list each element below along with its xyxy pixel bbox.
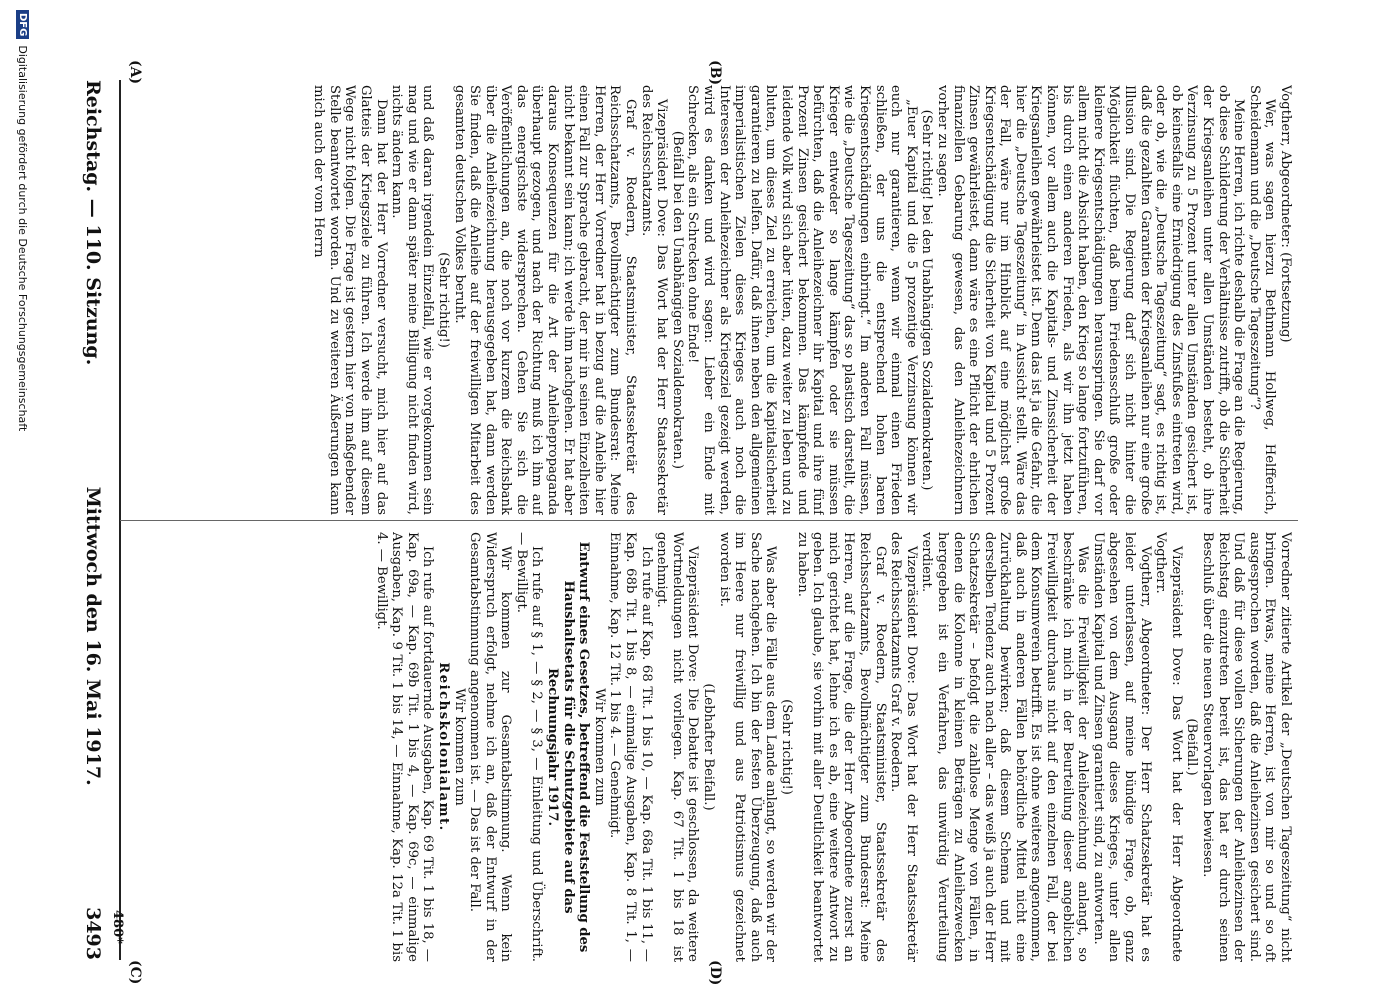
header-right: Mittwoch den 16. Mai 1917. [82, 486, 104, 786]
paragraph: Wir kommen zum [591, 688, 607, 806]
bill-title: Entwurf eines Gesetzes, betreffend die Feststellung des Haushaltsetats für die Schutzgebiete auf das Rechnungsjahr 1917. [545, 541, 592, 953]
page-header [73, 80, 113, 960]
paragraph: Graf v. Roedern, Staatsminister, Staatssekretär des Reichsschatzamts, Bevollmächtigter zum Bundesrat: Meine Herren, der Herr Vorredner hat in bezug auf die Anleihe hier einen Fall zur Sprache gebracht, der mir in seinen Einzelheiten nicht bekannt sein kann; ich werde ihm nachgehen. Er hat aber daraus Konsequenzen für die Art der Anleihepropaganda überhaupt gezogen, und nach der Richtung muß ich ihm auf das energischste widersprechen. Gehen Sie sich die Veröffentlichungen an, die noch vor kurzem die Reichsbank über die Anleihezeichnung herausgegeben hat, dann werden Sie finden, daß die Anleihe auf der freiwilligen Mitarbeit des gesamten deutschen Volkes beruht. [451, 85, 639, 515]
paragraph: Vizepräsident Dove: Das Wort hat der Herr Staatssekretär des Reichsschatzamts Graf v. Roedern. [888, 532, 919, 962]
paragraph: Vizepräsident Dove: Das Wort hat der Herr Staatssekretär des Reichsschatzamts. [638, 85, 670, 515]
dfg-footer-text: Digitalisierung gefördert durch die Deutsche Forschungsgemeinschaft [16, 45, 30, 432]
interjection: (Beifall.) [1184, 718, 1200, 776]
interjection: (Lebhafter Beifall.) [701, 683, 717, 811]
paragraph: Meine Herren, ich richte deshalb die Frage an die Regierung, ob diese Schilderung der Verhältnisse zutrifft, ob die Sicherheit der Kriegsanleihen unter allen Umständen besteht, ob ihre Verzinsung zu 5 Prozent unter allen Umständen gesichert ist, ob keinesfalls eine Erniedrigung des Zinsfußes eintreten wird, oder ob, wie die „Deutsche Tageszeitung“ sagt, es richtig ist, daß die gezahlten Garantien der Kriegsanleihen nur eine große Illusion sind. Die Regierung darf sich nicht hinter die Möglichkeit flüchten, daß beim Friedensschluß große oder kleinere Kriegsentschädigungen herausspringen. Sie darf vor allem nicht die Absicht haben, den Krieg so lange fortzuführen, bis durch einen anderen Frieden, als wir ihn jetzt haben können, vor allem auch die Kapitals- und Zinssicherheit der Kriegsanleihen gewährleistet ist. Denn das ist ja die Gefahr, die hier die „Deutsche Tageszeitung“ in Aussicht stellt. Wäre das der Fall, wäre nur im Hinblick auf eine möglichst große Kriegsentschädigung die Sicherheit von Kapital und 5 Prozent Zinsen gewährleistet, dann wäre es eine Pflicht der ehrlichen finanziellen Gebarung gewesen, das den Anleihezeichnern vorher zu sagen. [934, 85, 1247, 515]
page-number: 3493 [82, 907, 104, 960]
margin-mark-d: (D) [707, 960, 723, 986]
dfg-footer [8, 10, 38, 990]
paragraph: Vogtherr, Abgeordneter: Der Herr Schatzsekretär hat es leider unterlassen, auf meine bündige Frage, ob, ganz abgesehen von dem Ausgang dieses Krieges, unter allen Umständen Kapital und Zinsen garantiert sind, zu antworten. [1090, 532, 1153, 962]
paragraph: und daß daran irgendein Einzelfall, wie er vorgekommen sein mag und wie er dann später meine Billigung nicht finden wird, nichts ändern kann. [389, 85, 436, 515]
paragraph: Vorredner zitierte Artikel der „Deutschen Tageszeitung“ nicht bringen. Etwas, meine Herren, ist von mir so und so oft ausgesprochen worden, daß die Anleihezinsen gesichert sind. Und daß für diese vollen Sicherungen der Anleihezinsen der Reichstag einzutreten bereit ist, das hat er durch seinen Beschluß über die neuen Steuervorlagen bewiesen. [1200, 532, 1293, 962]
right-column [123, 532, 1293, 962]
paragraph: Vizepräsident Dove: Das Wort hat der Herr Abgeordnete Vogtherr. [1153, 532, 1184, 962]
paragraph: Ich rufe auf Kap. 68 Tit. 1 bis 10, — Kap. 68a Tit. 1 bis 11, — Kap. 68b Tit. 1 bis 8, — einmalige Ausgaben, Kap. 8 Tit. 1, — Einnahme, Kap. 12 Tit. 1 bis 4. — Genehmigt. [607, 532, 654, 962]
paragraph: „Euer Kapital und die 5 prozentige Verzinsung können wir euch nur garantieren, wenn wir einmal einen Frieden schließen, der uns die entsprechend hohen baren Kriegsentschädigungen einbringt.“ Im anderen Fall müssen, wie die „Deutsche Tageszeitung“ das so plastisch darstellt, die Krieger entweder so lange kämpfen oder sie müssen befürchten, daß die Anleihezeichner ihr Kapital und ihre fünf Prozent Zinsen gesichert bekommen. Das kämpfende und leidende Volk wird sich aber hüten, dazu weiter zu leben und zu bluten, um dieses Ziel zu erreichen, um die Kapitalsicherheit garantieren zu helfen. Dafür, daß ihnen neben den allgemeinen imperialistischen Zielen dieses Krieges auch noch die Interessen der Anleihezeichner als Kriegsziel gezeigt werden, wird es danken und wird sagen: Lieber ein Ende mit Schrecken, als ein Schrecken ohne Ende! [685, 85, 919, 515]
paragraph: Wir kommen zur Gesamtabstimmung. Wenn kein Widerspruch erfolgt, nehme ich an, daß der Entwurf in der Gesamtabstimmung angenommen ist. — Das ist der Fall. [467, 532, 514, 962]
paragraph: Wir kommen zum [451, 688, 467, 806]
margin-mark-c: (C) [127, 960, 143, 985]
interjection: (Beifall bei den Unabhängigen Sozialdemokraten.) [669, 130, 685, 470]
column-separator [120, 520, 1298, 521]
paragraph: Vogtherr, Abgeordneter: (Fortsetzung) [1278, 85, 1293, 343]
interjection: (Sehr richtig! bei den Unabhängigen Sozialdemokraten.) [919, 109, 935, 491]
interjection: (Sehr richtig!) [779, 699, 794, 795]
left-column [123, 85, 1293, 515]
paragraph: Vizepräsident Dove: Die Debatte ist geschlossen, da weitere Wortmeldungen nicht vorliegen. Kap. 67 Tit. 1 bis 18 ist genehmigt. [654, 532, 701, 962]
margin-mark-b: (B) [707, 60, 723, 86]
dfg-logo: DFG [17, 10, 30, 39]
paragraph: Was die Freiwilligkeit der Anleihezeichnung anlangt, so beschränke ich mich in der Beurteilung dieser angeblichen Freiwilligkeit durchaus nicht auf den einzelnen Fall, der bei dem Konsumverein betrifft. Es ist ohne weiteres angenommen, daß auch in anderen Fällen behördliche Mittel nicht eine Zurückhaltung bewirken; daß diesem Schema und mit derselben Tendenz auch nach aller – das weiß ja auch der Herr Schatzsekretär – befolgt die zahllose Menge von Fällen, in denen die Kolonne in kleinen Beträgen zu Anleihezwecken hergegeben ist ein Verfahren, das unwürdig Verurteilung verdient. [919, 532, 1091, 962]
paragraph: Graf v. Roedern, Staatsminister, Staatssekretär des Reichsschatzamts, Bevollmächtigter zum Bundesrat: Meine Herren, auf die Frage, die der Herr Abgeordnete zuerst an mich gerichtet hat, lehne ich es ab, eine weitere Antwort zu geben. Ich glaube, sie vorhin mit aller Deutlichkeit beantwortet zu haben. [794, 532, 888, 962]
margin-mark-a: (A) [127, 60, 143, 85]
paragraph: Dann hat der Herr Vorredner versucht, mich hier auf das Glatteis der Kriegsziele zu führen. Ich werde ihm auf diesem Wege nicht folgen. Die Frage ist gestern hier von maßgebender Stelle beantwortet worden. Und zu weiteren Äußerungen kann mich auch der vom Herrn [311, 85, 389, 515]
paragraph: Ich rufe auf § 1, — § 2, — § 3, — Einleitung und Überschrift. — Bewilligt. [513, 532, 545, 962]
paragraph: Ich rufe auf fortdauernde Ausgaben, Kap. 69 Tit. 1 bis 18, — Kap. 69a, — Kap. 69b Tit. 1 bis 4, — Kap. 69c, — einmalige Ausgaben, Kap. 9 Tit. 1 bis 14, — Einnahme, Kap. 12a Tit. 1 bis 4. — Bewilligt. [373, 532, 436, 962]
paragraph: Wer, was sagen hierzu Bethmann Hollweg, Helfferich, Scheidemann und die „Deutsche Tageszeitung“? [1246, 85, 1278, 515]
signature-mark: 480* [110, 910, 125, 944]
paragraph: Was aber die Fälle aus dem Lande anlangt, so werden wir der Sache nachgehen. Ich bin der festen Überzeugung, daß auch im Heere nur freiwillig und aus Patriotismus gezeichnet worden ist. [716, 532, 779, 962]
header-left: Reichstag. — 110. Sitzung. [82, 80, 104, 366]
interjection: (Sehr richtig!) [435, 252, 451, 348]
section-title: Reichskolonialamt. [435, 662, 451, 832]
